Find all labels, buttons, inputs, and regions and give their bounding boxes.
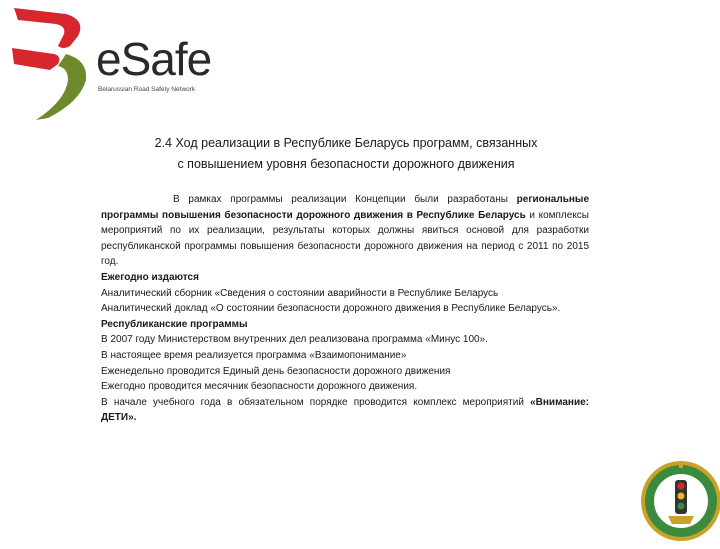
esafe-logo	[8, 6, 218, 126]
intro-rest: и комплексы мероприятий по их реализации, результаты которых должны явиться основой для разработки республиканской программы повышения безопасности дорожного движения на период с 2011 по 2015 год.	[101, 209, 589, 268]
logo-wordmark: eSafe	[96, 33, 212, 85]
section-heading	[100, 133, 592, 175]
annual-title: Ежегодно издаются	[101, 271, 199, 283]
programs-title: Республиканские программы	[101, 318, 248, 330]
logo-tagline: Belarussian Road Safety Network	[98, 86, 196, 93]
program-item-1: В 2007 году Министерством внутренних дел реализована программа «Минус 100».	[101, 334, 488, 346]
annual-item-1: Аналитический сборник «Сведения о состоянии аварийности в Республике Беларусь	[101, 287, 499, 299]
program-item-2: В настоящее время реализуется программа «Взаимопонимание»	[101, 349, 407, 361]
emblem-icon	[638, 458, 720, 544]
heading-line-1: 2.4 Ход реализации в Республике Беларусь программ, связанных	[154, 136, 538, 150]
annual-item-2: Аналитический доклад «О состоянии безопасности дорожного движения в Республике Беларусь».	[101, 303, 561, 315]
program-item-3: Еженедельно проводится Единый день безопасности дорожного движения	[101, 365, 451, 377]
document-body	[101, 192, 589, 426]
intro-lead: В рамках программы реализации Концепции были разработаны	[173, 194, 508, 205]
program-item-5-bold: «Внимание: ДЕТИ».	[101, 396, 589, 424]
intro-paragraph	[101, 192, 589, 270]
heading-line-2: с повышением уровня безопасности дорожного движения	[177, 157, 515, 171]
program-item-5: В начале учебного года в обязательном порядке проводится комплекс мероприятий «Внимание: ДЕТИ».	[101, 396, 589, 424]
intro-bold: региональные программы повышения безопасности дорожного движения в Республике Беларусь	[101, 194, 590, 221]
road-safety-emblem	[638, 458, 720, 544]
program-item-4: Ежегодно проводится месячник безопасности дорожного движения.	[101, 381, 418, 393]
esafe-logo-mark-icon	[8, 6, 103, 126]
